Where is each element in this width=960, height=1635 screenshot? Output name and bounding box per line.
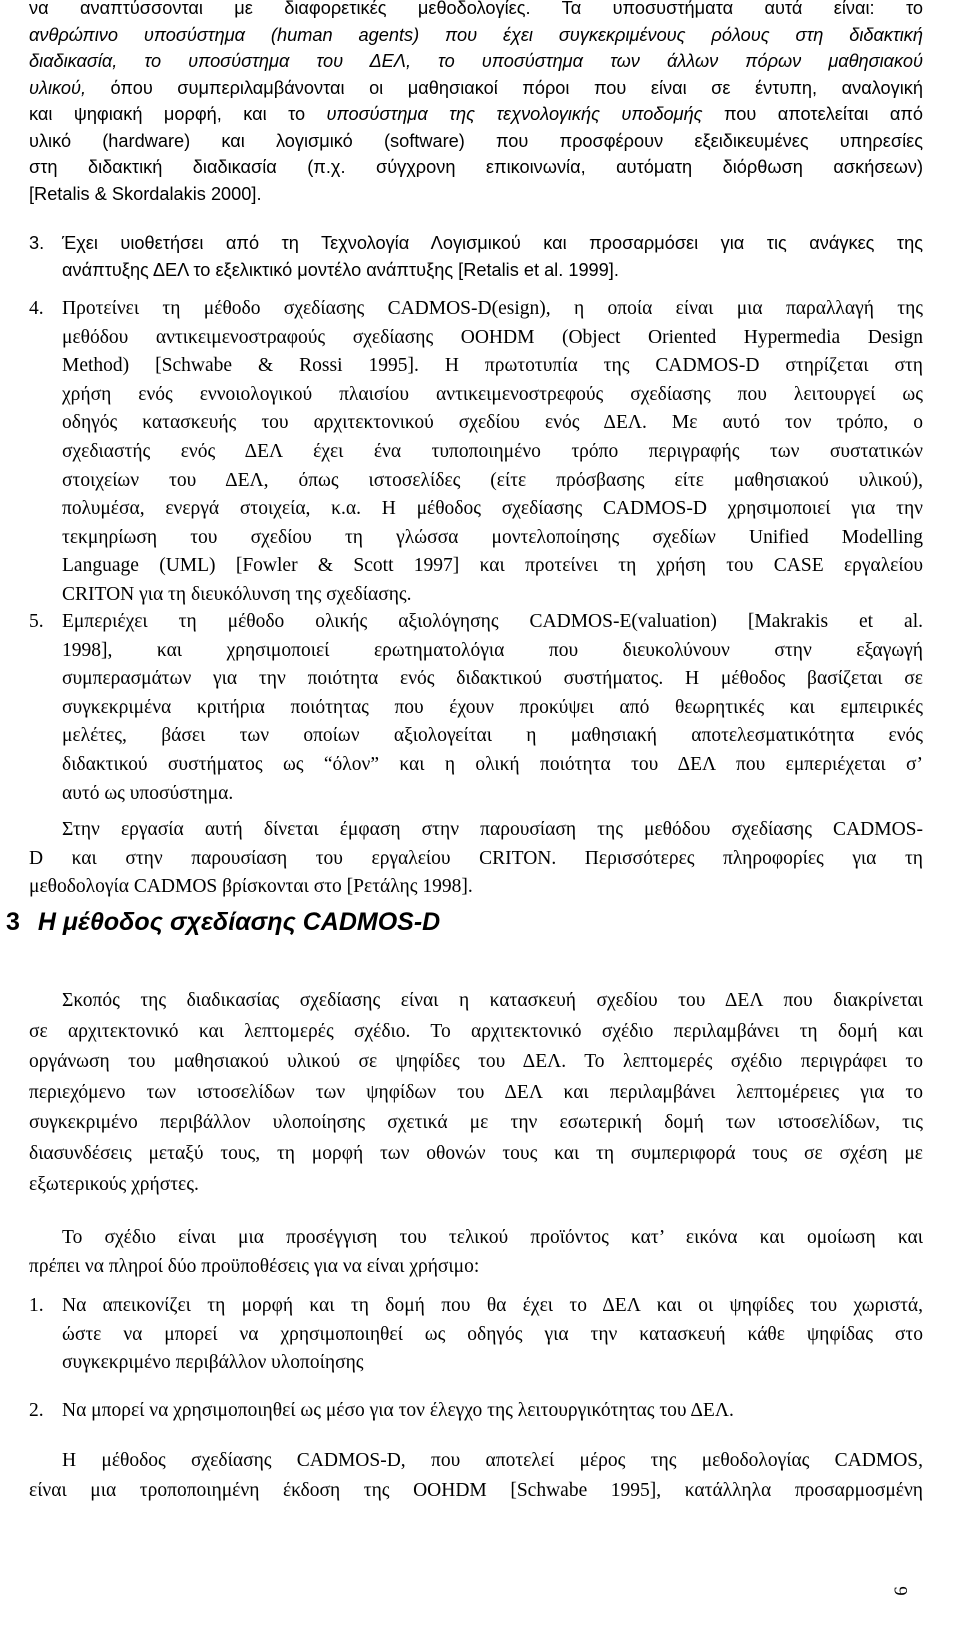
text-line: διαδικασία, το υποσύστημα του ΔΕΛ, το υποσύστημα των άλλων πόρων μαθησιακού [29,51,923,71]
text-line: συμπερασμάτων για την ποιότητα ενός διδακτικού συστήματος. Η μέθοδος βασίζεται σε [62,668,923,690]
text-line: τεκμηρίωση του σχεδίου τη γλώσσα μοντελοποίησης σχεδίων Unified Modelling [62,526,923,548]
text-line: πολυμέσα, ενεργά στοιχεία, κ.α. Η μέθοδος σχεδίασης CADMOS-D χρησιμοποιεί για την [62,498,923,520]
text-line: εξωτερικούς χρήστες. [29,1173,199,1195]
text-line: χρήση ενός εννοιολογικού πλαισίου αντικειμενοστρεφούς σχεδίασης που λειτουργεί ως [62,383,923,405]
list-number: 4. [29,298,44,319]
text-line: Method) [Schwabe & Rossi 1995]. Η πρωτοτυπία της CADMOS-D στηρίζεται στη [62,355,923,377]
text-line: υλικό (hardware) και λογισμικό (software) που προσφέρουν εξειδικευμένες υπηρεσίες [29,130,923,151]
text-line: στοιχείων του ΔΕΛ, όπως ιστοσελίδες (είτε πρόσβασης είτε μαθησιακού υλικού), [62,469,923,491]
text-line: σχεδιαστής ενός ΔΕΛ έχει ένα τυποποιημένο τρόπο περιγραφής των συστατικών [62,440,923,462]
text-line: [Retalis & Skordalakis 2000]. [29,183,262,204]
text-line: πρέπει να πληροί δύο προϋποθέσεις για να είναι χρήσιμο: [29,1255,480,1277]
text-line: ανθρώπινο υποσύστημα (human agents) που έχει συγκεκριμένους ρόλους στη διδακτική [29,24,923,45]
final-paragraph [29,1446,923,1505]
text-line: συγκεκριμένα κριτήρια ποιότητας που έχουν προκύψει από θεωρητικές και εμπειρικές [62,696,923,718]
text-line: Έχει υιοθετήσει από τη Τεχνολογία Λογισμικού και προσαρμόσει για τις ανάγκες της [62,233,923,253]
design-paragraph [29,1224,923,1281]
text-line: στη διδακτική διαδικασία (π.χ. σύγχρονη επικοινωνία, αυτόματη διόρθωση ασκήσεων) [29,157,923,177]
list-number: 5. [29,611,44,632]
text-line: συγκεκριμένο περιβάλλον υλοποίησης σχετικά με την εσωτερική δομή των ιστοσελίδων, τις [29,1112,923,1134]
purpose-paragraph [29,986,923,1200]
italic-term: υλικού, [29,77,87,98]
text-line: μελέτες, βάσει των οποίων αξιολογείται η μαθησιακή αποτελεσματικότητα ενός [62,725,923,747]
text-line: περιεχόμενο των ιστοσελίδων των ψηφίδων του ΔΕΛ και περιλαμβάνει λεπτομέρειες για το [29,1081,923,1103]
text-line: Η μέθοδος σχεδίασης CADMOS-D, που αποτελεί μέρος της μεθοδολογίας CADMOS, [62,1450,923,1471]
text-line: σε αρχιτεκτονικό και λεπτομερές σχέδιο. Το αρχιτεκτονικό σχέδιο περιλαμβάνει τη δομή και [29,1020,923,1042]
text-line: Σκοπός της διαδικασίας σχεδίασης είναι η κατασκευή σχεδίου του ΔΕΛ που διακρίνεται [62,990,923,1011]
continuation-paragraph [29,0,923,207]
italic-term: υποσύστημα της τεχνολογικής υποδομής [326,104,703,124]
text-line: μεθοδολογία CADMOS βρίσκονται στο [Ρετάλης 1998]. [29,876,473,898]
requirement-item-1 [29,1292,923,1382]
section-title: Η μέθοδος σχεδίασης CADMOS-D [37,908,441,936]
text-line: είναι μια τροποποιημένη έκδοση της OOHDM [Schwabe 1995], κατάλληλα προσαρμοσμένη [29,1479,923,1501]
text-line: να αναπτύσσονται με διαφορετικές μεθοδολογίες. Τα υποσυστήματα αυτά είναι: το [29,0,923,18]
list-item-4 [29,295,923,625]
text-line: Προτείνει τη μέθοδο σχεδίασης CADMOS-D(esign), η οποία είναι μια παραλλαγή της [62,298,923,319]
text-line: οργάνωση του μαθησιακού υλικού σε ψηφίδες του ΔΕΛ. Το λεπτομερές σχέδιο περιγράφει το [29,1051,923,1073]
text-line: Να απεικονίζει τη μορφή και τη δομή που θα έχει το ΔΕΛ και οι ψηφίδες του χωριστά, [62,1295,923,1316]
list-number: 2. [29,1400,44,1421]
text-line: Στην εργασία αυτή δίνεται έμφαση στην παρουσίαση της μεθόδου σχεδίασης CADMOS- [62,819,923,840]
list-number: 3. [29,233,45,253]
text-line: διασυνδέσεις μεταξύ τους, τη μορφή των οθονών τους και τη συμπεριφορά τους σε σχέση με [29,1142,923,1164]
text-line: ώστε να μπορεί να χρησιμοποιηθεί ως οδηγός για την κατασκευή κάθε ψηφίδας στο [62,1323,923,1345]
text-line: και ψηφιακή μορφή, και το υποσύστημα της τεχνολογικής υποδομής που αποτελείται από [29,104,924,124]
requirement-item-2 [29,1397,923,1427]
text-line: διδακτικού συστήματος ως “όλον” και η ολική ποιότητα του ΔΕΛ που εμπεριέχεται σ’ [62,753,923,775]
text-line: οδηγός κατασκευής του αρχιτεκτονικού σχεδίου ενός ΔΕΛ. Με αυτό τον τρόπο, ο [62,412,923,434]
list-item-5 [29,608,923,818]
text-line: CRITON για τη διευκόλυνση της σχεδίασης. [62,583,412,605]
page-number: 6 [890,1586,912,1596]
text-line: μεθόδου αντικειμενοστραφούς σχεδίασης OOHDM (Object Oriented Hypermedia Design [62,326,923,348]
text-line: ανάπτυξης ΔΕΛ το εξελικτικό μοντέλο ανάπτυξης [Retalis et al. 1999]. [62,259,619,280]
text-line: αυτό ως υποσύστημα. [62,782,234,804]
text-line: 1998], και χρησιμοποιεί ερωτηματολόγια που διευκολύνουν στην εξαγωγή [62,639,923,661]
text-line: υλικού, όπου συμπεριλαμβάνονται οι μαθησιακοί πόροι που είναι σε έντυπη, αναλογική [29,77,923,98]
text-line: D και στην παρουσίαση του εργαλείου CRITON. Περισσότερες πληροφορίες για τη [29,847,923,869]
section-heading [6,907,440,937]
section-number: 3 [6,908,20,936]
text-line: Εμπεριέχει τη μέθοδο ολικής αξιολόγησης CADMOS-E(valuation) [Makrakis et al. [62,611,923,632]
list-number: 1. [29,1295,44,1316]
emphasis-paragraph [29,816,923,902]
text-line: Να μπορεί να χρησιμοποιηθεί ως μέσο για τον έλεγχο της λειτουργικότητας του ΔΕΛ. [62,1400,734,1421]
text-line: Language (UML) [Fowler & Scott 1997] και προτείνει τη χρήση του CASE εργαλείου [62,555,923,577]
text-line: Το σχέδιο είναι μια προσέγγιση του τελικού προϊόντος κατ’ εικόνα και ομοίωση και [62,1227,923,1248]
text-line: συγκεκριμένο περιβάλλον υλοποίησης [62,1352,364,1374]
list-item-3 [29,230,923,290]
